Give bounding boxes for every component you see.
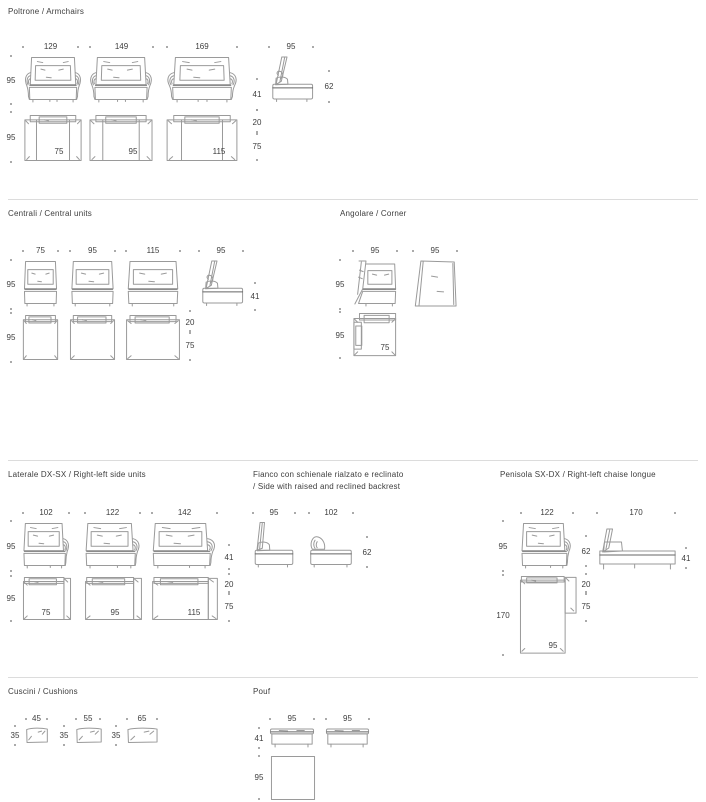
dim-chaise-inner-width: 95: [548, 641, 558, 650]
dim-central-plan-depth: 95: [3, 314, 19, 361]
dim-corner-back-width: 95: [413, 246, 457, 256]
side-raised-drawing: [253, 522, 295, 570]
dim-lateral-seat-depth: 75: [221, 593, 237, 620]
dim-corner-plan-depth: 95: [332, 313, 348, 357]
dim-chaise-back-depth: 20: [578, 575, 594, 593]
section-title-side-backrest-line1: Fianco con schienale rialzato e reclinato: [253, 470, 404, 479]
pouf-front-drawing: [326, 728, 369, 748]
cushion-drawing: [76, 727, 102, 744]
side-reclined-drawing: [309, 522, 353, 570]
pouf-front-drawing: [270, 728, 314, 748]
section-divider: [8, 199, 698, 200]
dim-armchair-back-depth: 20: [249, 111, 265, 133]
armchair-side-drawing: [269, 56, 314, 104]
dim-chaise-long-width: 170: [597, 508, 675, 518]
central-plan-drawing: [23, 315, 58, 360]
dim-central-width-1: 75: [23, 246, 58, 256]
dim-chaise-seat-height: 41: [678, 549, 694, 567]
dim-armchair-inner-width-2: 95: [128, 147, 138, 156]
dim-chaise-side-height: 62: [578, 537, 594, 565]
dim-cushion-width-1: 45: [26, 714, 47, 724]
dim-armchair-height: 95: [3, 57, 19, 103]
dim-cushion-height-1: 35: [7, 727, 23, 744]
dim-central-width-2: 95: [70, 246, 115, 256]
chaise-long-drawing: [597, 528, 677, 570]
section-title-lateral: Laterale DX-SX / Right-left side units: [8, 470, 146, 479]
dim-chaise-plan-length: 170: [495, 576, 511, 654]
section-title-cushions: Cuscini / Cushions: [8, 687, 78, 696]
section-divider: [8, 677, 698, 678]
dim-lateral-width-3: 142: [152, 508, 217, 518]
chaise-front-drawing: [521, 522, 573, 570]
dim-central-seat-depth: 75: [182, 332, 198, 359]
armchair-front-drawing: [89, 56, 153, 104]
side-unit-front-drawing: [152, 522, 218, 570]
dim-corner-height: 95: [332, 261, 348, 308]
dim-lateral-back-depth: 20: [221, 575, 237, 593]
dim-chaise-seat-depth: 75: [578, 593, 594, 620]
dim-lateral-inner-width-2: 95: [110, 608, 120, 617]
dim-central-seat-height: 41: [247, 284, 263, 309]
dim-side-backrest-height: 62: [359, 538, 375, 566]
dim-lateral-width-1: 102: [23, 508, 69, 518]
dim-armchair-side-height: 62: [321, 72, 337, 101]
dim-central-back-depth: 20: [182, 312, 198, 332]
cushion-drawing: [26, 727, 48, 744]
corner-back-drawing: [413, 260, 457, 308]
section-title-corner: Angolare / Corner: [340, 209, 407, 218]
dim-cushion-height-2: 35: [56, 727, 72, 744]
dim-cushion-width-2: 55: [76, 714, 100, 724]
dim-pouf-plan-depth: 95: [251, 757, 267, 798]
dim-pouf-width-1: 95: [270, 714, 314, 724]
dim-side-backrest-width-1: 95: [253, 508, 295, 518]
section-title-armchairs: Poltrone / Armchairs: [8, 7, 85, 16]
armchair-front-drawing: [166, 56, 238, 104]
central-side-drawing: [199, 260, 244, 308]
section-title-side-backrest-line2: / Side with raised and reclined backrest: [253, 482, 401, 491]
dim-lateral-inner-width-3: 115: [187, 608, 201, 617]
section-title-pouf: Pouf: [253, 687, 271, 696]
side-unit-front-drawing: [85, 522, 142, 570]
section-title-central: Centrali / Central units: [8, 209, 92, 218]
dim-side-backrest-width-2: 102: [309, 508, 353, 518]
dim-armchair-seat-height: 41: [249, 80, 265, 109]
pouf-plan-drawing: [271, 756, 315, 800]
dim-corner-inner-width: 75: [380, 343, 390, 352]
central-plan-drawing: [70, 315, 115, 360]
central-front-drawing: [70, 260, 115, 308]
dim-chaise-front-width: 122: [521, 508, 573, 518]
dim-armchair-width-2: 149: [90, 42, 153, 52]
armchair-plan-drawing: [89, 115, 153, 161]
dim-armchair-inner-width-3: 115: [212, 147, 226, 156]
central-front-drawing: [126, 260, 180, 308]
section-title-chaise: Penisola SX-DX / Right-left chaise longue: [500, 470, 656, 479]
dim-lateral-width-2: 122: [85, 508, 140, 518]
dim-lateral-height: 95: [3, 522, 19, 570]
section-divider: [8, 460, 698, 461]
central-plan-drawing: [126, 315, 180, 360]
dim-armchair-inner-width-1: 75: [54, 147, 64, 156]
dim-cushion-width-3: 65: [127, 714, 157, 724]
dim-armchair-plan-depth: 95: [3, 113, 19, 161]
cushion-drawing: [127, 727, 158, 744]
dim-pouf-height: 41: [251, 729, 267, 747]
corner-front-drawing: [353, 260, 397, 308]
dim-central-height: 95: [3, 261, 19, 308]
dim-central-width-3: 115: [126, 246, 180, 256]
dim-armchair-width-3: 169: [167, 42, 237, 52]
dim-armchair-seat-depth: 75: [249, 133, 265, 159]
side-unit-front-drawing: [23, 522, 71, 570]
dim-lateral-plan-depth: 95: [3, 577, 19, 620]
central-front-drawing: [23, 260, 58, 308]
dim-pouf-width-2: 95: [326, 714, 369, 724]
dim-central-side-width: 95: [199, 246, 243, 256]
dim-lateral-inner-width-1: 75: [41, 608, 51, 617]
dim-armchair-width-1: 129: [23, 42, 78, 52]
armchair-front-drawing: [24, 56, 82, 104]
dim-cushion-height-3: 35: [108, 727, 124, 744]
dim-lateral-seat-height: 41: [221, 546, 237, 568]
dim-armchair-side-width: 95: [269, 42, 313, 52]
dim-corner-front-width: 95: [353, 246, 397, 256]
dim-chaise-height: 95: [495, 522, 511, 570]
